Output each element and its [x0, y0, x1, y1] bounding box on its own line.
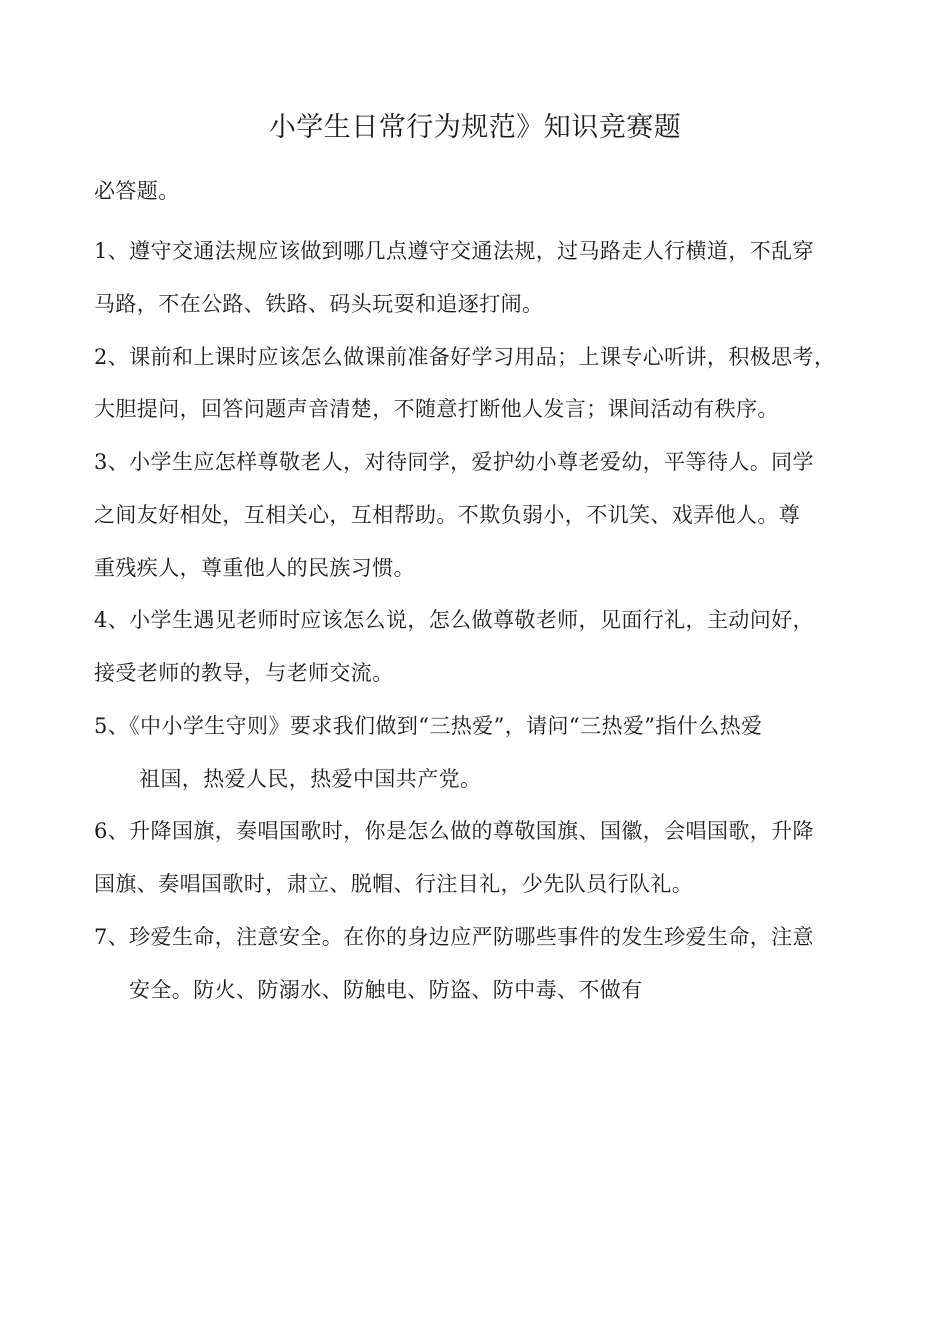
question-4-line-2: 接受老师的教导，与老师交流。 [94, 661, 394, 685]
question-2-line-1: 2、课前和上课时应该怎么做课前准备好学习用品；上课专心听讲，积极思考， [94, 345, 836, 369]
question-4-line-1: 4、小学生遇见老师时应该怎么说，怎么做尊敬老师，见面行礼，主动问好， [94, 608, 814, 632]
question-5-line-2: 祖国，热爱人民，热爱中国共产党。 [139, 767, 482, 791]
question-3-line-1: 3、小学生应怎样尊敬老人，对待同学，爱护幼小尊老爱幼，平等待人。同学 [94, 450, 814, 474]
question-1-line-2: 马路，不在公路、铁路、码头玩耍和追逐打闹。 [94, 292, 544, 316]
question-7-line-1: 7、珍爱生命，注意安全。在你的身边应严防哪些事件的发生珍爱生命，注意 [94, 925, 814, 949]
question-6-line-2: 国旗、奏唱国歌时，肃立、脱帽、行注目礼，少先队员行队礼。 [94, 872, 694, 896]
page-title: 小学生日常行为规范》知识竞赛题 [268, 112, 682, 143]
question-5-line-1: 5、《中小学生守则》要求我们做到“三热爱”，请问“三热爱”指什么热爱 [94, 714, 763, 738]
question-3-line-3: 重残疾人，尊重他人的民族习惯。 [94, 556, 415, 580]
section-heading: 必答题。 [94, 179, 180, 203]
question-2-line-2: 大胆提问，回答问题声音清楚，不随意打断他人发言；课间活动有秩序。 [94, 397, 779, 421]
question-7-line-2: 安全。防火、防溺水、防触电、防盗、防中毒、不做有 [129, 978, 643, 1002]
question-3-line-2: 之间友好相处，互相关心，互相帮助。不欺负弱小，不讥笑、戏弄他人。尊 [94, 503, 801, 527]
question-6-line-1: 6、升降国旗，奏唱国歌时，你是怎么做的尊敬国旗、国徽，会唱国歌，升降 [94, 819, 814, 843]
question-1-line-1: 1、遵守交通法规应该做到哪几点遵守交通法规，过马路走人行横道，不乱穿 [94, 239, 814, 263]
